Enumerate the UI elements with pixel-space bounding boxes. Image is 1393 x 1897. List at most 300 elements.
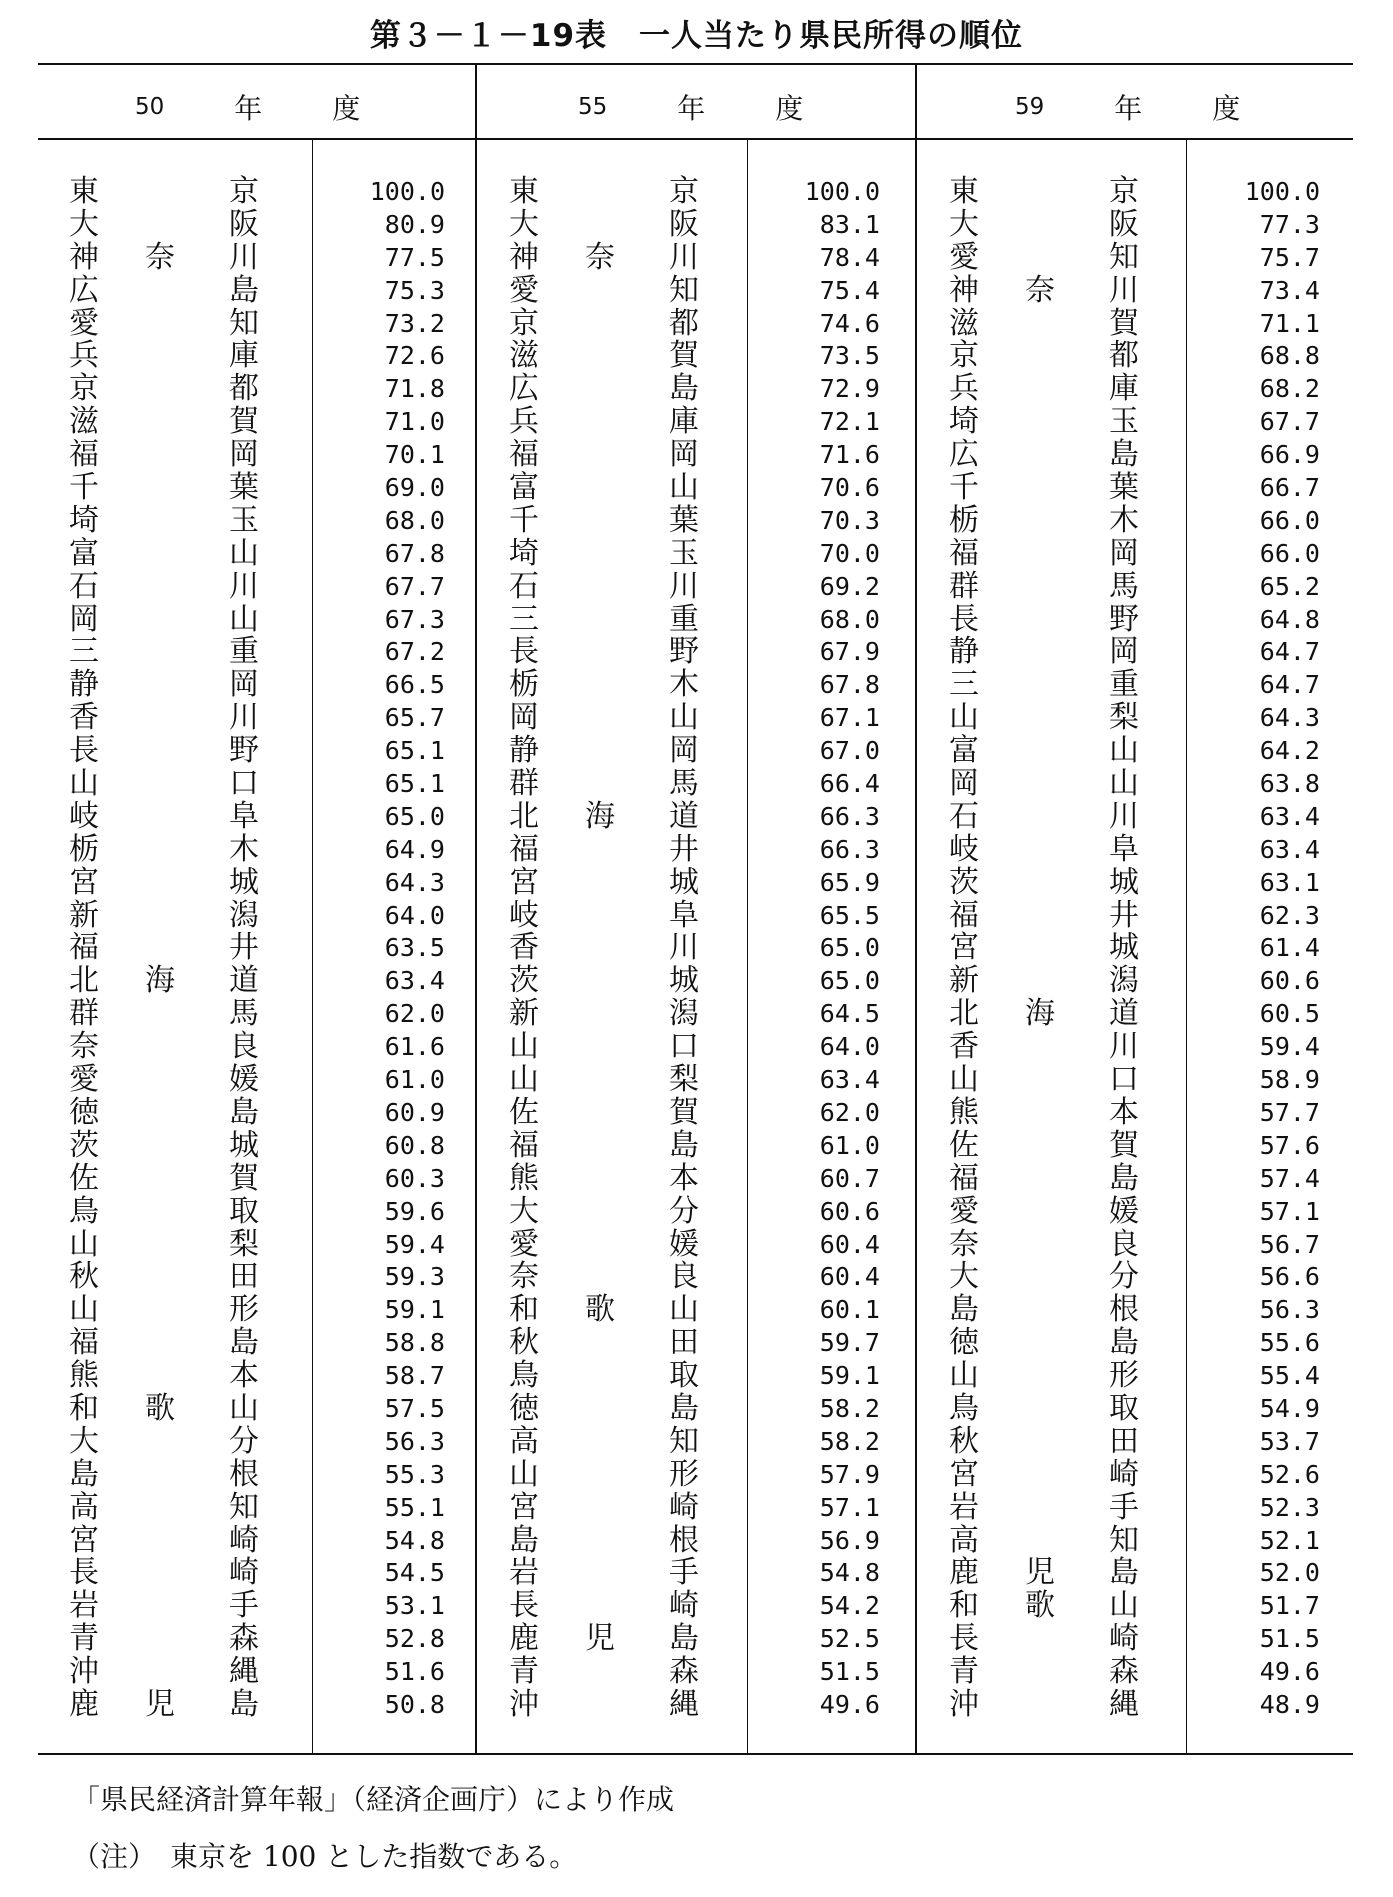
name-char: 島 [669, 371, 699, 407]
index-value: 51.7 [1259, 1591, 1320, 1621]
name-char: 島 [669, 1621, 699, 1657]
name-char [581, 340, 619, 373]
name-char [581, 1689, 619, 1722]
name-char [581, 932, 619, 965]
name-char: 長 [949, 601, 979, 637]
name-char: 京 [669, 174, 699, 209]
name-char [581, 1229, 619, 1262]
name-char: 川 [229, 568, 259, 604]
name-char: 山 [509, 1456, 539, 1492]
footnote: （注） 東京を 100 とした指数である。 [72, 1840, 578, 1873]
index-value: 60.9 [384, 1097, 445, 1127]
name-char [581, 1590, 619, 1623]
name-char: 大 [69, 1423, 99, 1459]
name-char [1021, 1459, 1059, 1492]
index-value: 54.5 [384, 1558, 445, 1588]
name-char [1021, 340, 1059, 373]
index-value: 56.6 [1259, 1262, 1320, 1292]
name-char: 山 [949, 1062, 979, 1098]
name-char [581, 1557, 619, 1590]
name-char: 茨 [949, 864, 979, 900]
name-char [1021, 1656, 1059, 1689]
index-value: 53.7 [1259, 1426, 1320, 1456]
index-value: 61.0 [819, 1130, 880, 1160]
name-char [141, 176, 179, 209]
name-char: 島 [229, 1325, 259, 1361]
name-char: 千 [949, 470, 979, 506]
name-char [581, 1360, 619, 1393]
name-char: 道 [1109, 996, 1139, 1032]
name-char: 富 [69, 535, 99, 571]
index-value: 64.3 [1259, 703, 1320, 733]
name-char [581, 439, 619, 472]
name-char: 香 [69, 700, 99, 736]
index-value: 61.0 [384, 1065, 445, 1095]
name-char: 庫 [669, 404, 699, 440]
index-value: 52.6 [1259, 1459, 1320, 1489]
name-char: 梨 [229, 1226, 259, 1262]
name-char: 岡 [1109, 634, 1139, 670]
index-value: 66.7 [1259, 473, 1320, 503]
name-char [1021, 1689, 1059, 1722]
name-char [141, 1031, 179, 1064]
name-char [141, 1196, 179, 1229]
name-char: 本 [229, 1358, 259, 1394]
name-char [1021, 834, 1059, 867]
header-rule [38, 138, 1353, 140]
index-value: 57.1 [819, 1492, 880, 1522]
name-char: 奈 [509, 1259, 539, 1295]
name-char [141, 209, 179, 242]
index-value: 77.3 [1259, 209, 1320, 239]
name-char [141, 636, 179, 669]
index-value: 64.7 [1259, 670, 1320, 700]
name-char [141, 275, 179, 308]
index-value: 70.1 [384, 440, 445, 470]
index-value: 62.0 [819, 1097, 880, 1127]
index-value: 64.3 [384, 867, 445, 897]
name-char: 岡 [229, 437, 259, 473]
name-char [581, 867, 619, 900]
name-char: 手 [669, 1555, 699, 1591]
name-char: 取 [669, 1358, 699, 1394]
index-value: 50.8 [384, 1689, 445, 1719]
index-value: 63.5 [384, 933, 445, 963]
name-char [141, 439, 179, 472]
index-value: 60.4 [819, 1229, 880, 1259]
index-value: 52.0 [1259, 1558, 1320, 1588]
name-char: 熊 [949, 1094, 979, 1130]
name-last-chars [225, 176, 263, 1722]
name-char: 京 [509, 305, 539, 341]
header-nen: 年 [234, 92, 263, 125]
name-char [141, 1261, 179, 1294]
name-char: 兵 [949, 371, 979, 407]
index-value: 64.9 [384, 834, 445, 864]
name-char: 知 [229, 1489, 259, 1525]
name-char: 秋 [949, 1423, 979, 1459]
name-char: 山 [949, 700, 979, 736]
index-value: 65.0 [384, 801, 445, 831]
name-char: 奈 [1025, 272, 1055, 308]
index-value: 59.1 [384, 1295, 445, 1325]
name-char: 静 [69, 667, 99, 703]
name-char: 重 [669, 601, 699, 637]
name-char: 香 [949, 1029, 979, 1065]
name-char: 庫 [1109, 371, 1139, 407]
name-char: 児 [585, 1621, 615, 1657]
name-char [1021, 472, 1059, 505]
name-char: 手 [1109, 1489, 1139, 1525]
name-char: 大 [509, 206, 539, 242]
name-char [1021, 1229, 1059, 1262]
index-value: 63.4 [1259, 834, 1320, 864]
name-char [581, 1097, 619, 1130]
name-char [1021, 406, 1059, 439]
name-char: 森 [1109, 1654, 1139, 1690]
name-char [141, 308, 179, 341]
name-char: 鳥 [949, 1390, 979, 1426]
name-char: 高 [509, 1423, 539, 1459]
name-char: 川 [669, 930, 699, 966]
name-char: 山 [949, 1358, 979, 1394]
name-char: 阜 [669, 897, 699, 933]
index-value: 71.0 [384, 407, 445, 437]
name-char [141, 702, 179, 735]
index-value: 66.3 [819, 834, 880, 864]
index-value: 75.4 [819, 275, 880, 305]
index-value: 55.4 [1259, 1361, 1320, 1391]
name-char: 阪 [1109, 206, 1139, 242]
index-value: 70.0 [819, 538, 880, 568]
name-char [581, 1163, 619, 1196]
name-char: 山 [669, 1292, 699, 1328]
name-char [581, 1064, 619, 1097]
name-char: 川 [1109, 1029, 1139, 1065]
name-char: 縄 [1109, 1686, 1139, 1722]
name-char: 奈 [145, 239, 175, 275]
name-char: 滋 [949, 305, 979, 341]
name-char: 群 [949, 568, 979, 604]
name-char [141, 669, 179, 702]
name-char: 城 [229, 864, 259, 900]
source-note: 「県民経済計算年報」（経済企画庁）により作成 [72, 1783, 675, 1816]
bottom-rule [38, 1753, 1353, 1755]
name-char: 良 [669, 1259, 699, 1295]
name-char [1021, 538, 1059, 571]
name-char [141, 373, 179, 406]
name-char: 阜 [1109, 831, 1139, 867]
name-char: 福 [69, 930, 99, 966]
name-char [1021, 209, 1059, 242]
name-char [141, 1492, 179, 1525]
name-char: 城 [669, 963, 699, 999]
index-value: 75.7 [1259, 242, 1320, 272]
name-char [1021, 1393, 1059, 1426]
name-char: 岐 [949, 831, 979, 867]
name-char: 埼 [509, 535, 539, 571]
name-char [141, 1557, 179, 1590]
name-char: 海 [145, 963, 175, 999]
index-value: 100.0 [1244, 177, 1320, 206]
name-char [581, 1492, 619, 1525]
name-char: 宮 [69, 864, 99, 900]
index-values-fy55 [740, 176, 880, 1722]
name-char: 埼 [69, 502, 99, 538]
name-char: 愛 [949, 1193, 979, 1229]
name-char: 静 [509, 733, 539, 769]
name-char: 広 [509, 371, 539, 407]
name-char: 森 [669, 1654, 699, 1690]
name-char: 長 [509, 634, 539, 670]
name-char: 京 [69, 371, 99, 407]
index-value: 51.5 [1259, 1624, 1320, 1654]
name-char: 城 [229, 1127, 259, 1163]
name-char: 媛 [1109, 1193, 1139, 1229]
index-value: 60.4 [819, 1262, 880, 1292]
name-char: 賀 [669, 1094, 699, 1130]
index-value: 60.6 [1259, 966, 1320, 996]
name-char: 長 [509, 1588, 539, 1624]
name-char: 知 [669, 1423, 699, 1459]
name-char [141, 1294, 179, 1327]
index-value: 52.5 [819, 1624, 880, 1654]
name-char: 田 [669, 1325, 699, 1361]
name-char: 大 [949, 1259, 979, 1295]
name-char: 阜 [229, 798, 259, 834]
name-char: 島 [669, 1390, 699, 1426]
index-value: 67.7 [1259, 407, 1320, 437]
column-divider-1 [475, 63, 477, 1753]
name-char: 高 [949, 1522, 979, 1558]
name-char: 佐 [509, 1094, 539, 1130]
index-value: 65.1 [384, 769, 445, 799]
name-char: 京 [229, 174, 259, 209]
name-char: 奈 [585, 239, 615, 275]
index-value: 100.0 [369, 177, 445, 206]
name-char: 神 [69, 239, 99, 275]
header-year: 59 [1015, 94, 1045, 120]
index-value: 65.1 [384, 736, 445, 766]
index-value: 63.4 [1259, 801, 1320, 831]
index-value: 56.3 [1259, 1295, 1320, 1325]
name-char: 栃 [69, 831, 99, 867]
name-char: 玉 [669, 535, 699, 571]
name-char: 佐 [69, 1160, 99, 1196]
name-char: 形 [229, 1292, 259, 1328]
name-char: 葉 [1109, 470, 1139, 506]
name-char: 根 [1109, 1292, 1139, 1328]
index-value: 65.0 [819, 933, 880, 963]
name-char: 神 [949, 272, 979, 308]
name-char: 野 [1109, 601, 1139, 637]
header-fy50 [135, 82, 360, 132]
name-char: 山 [1109, 766, 1139, 802]
index-value: 78.4 [819, 242, 880, 272]
name-char: 岡 [1109, 535, 1139, 571]
name-char [581, 1393, 619, 1426]
name-char [581, 702, 619, 735]
name-char: 群 [509, 766, 539, 802]
name-char: 田 [1109, 1423, 1139, 1459]
name-char [141, 1064, 179, 1097]
name-char: 口 [1109, 1062, 1139, 1098]
name-char: 森 [229, 1621, 259, 1657]
name-char: 鹿 [509, 1621, 539, 1657]
name-char [141, 1459, 179, 1492]
name-char [581, 900, 619, 933]
name-char [581, 472, 619, 505]
index-value: 58.2 [819, 1426, 880, 1456]
top-rule [38, 63, 1353, 65]
name-char [581, 571, 619, 604]
name-char [1021, 932, 1059, 965]
index-value: 71.8 [384, 374, 445, 404]
name-char: 良 [229, 1029, 259, 1065]
name-char: 山 [669, 470, 699, 506]
name-char: 形 [1109, 1358, 1139, 1394]
name-char: 梨 [669, 1062, 699, 1098]
name-char: 口 [669, 1029, 699, 1065]
name-char [1021, 176, 1059, 209]
index-value: 63.8 [1259, 769, 1320, 799]
name-char: 青 [949, 1654, 979, 1690]
table-title: 第３－１－19表 一人当たり県民所得の順位 [369, 18, 1024, 54]
name-char: 重 [229, 634, 259, 670]
name-char: 岩 [509, 1555, 539, 1591]
name-char: 城 [1109, 864, 1139, 900]
index-value: 59.1 [819, 1361, 880, 1391]
name-char: 愛 [69, 305, 99, 341]
index-value: 68.0 [384, 505, 445, 535]
name-char: 取 [1109, 1390, 1139, 1426]
name-first-chars [945, 176, 983, 1722]
name-char: 道 [669, 798, 699, 834]
name-char: 山 [69, 766, 99, 802]
name-char [1021, 1064, 1059, 1097]
name-char: 富 [509, 470, 539, 506]
index-value: 59.4 [384, 1229, 445, 1259]
name-char: 知 [1109, 239, 1139, 275]
name-char: 神 [509, 239, 539, 275]
name-char: 賀 [1109, 1127, 1139, 1163]
name-char: 川 [1109, 798, 1139, 834]
name-char: 島 [229, 1686, 259, 1722]
name-char: 葉 [669, 502, 699, 538]
name-char: 長 [69, 1555, 99, 1591]
name-char: 京 [1109, 174, 1139, 209]
name-char: 兵 [509, 404, 539, 440]
header-nen: 年 [677, 92, 706, 125]
name-char: 根 [229, 1456, 259, 1492]
name-char: 富 [949, 733, 979, 769]
index-value: 60.3 [384, 1163, 445, 1193]
name-char: 徳 [509, 1390, 539, 1426]
name-char [1021, 1163, 1059, 1196]
name-char: 田 [229, 1259, 259, 1295]
name-char: 野 [229, 733, 259, 769]
index-value: 55.6 [1259, 1328, 1320, 1358]
index-value: 64.8 [1259, 604, 1320, 634]
name-char: 木 [669, 667, 699, 703]
name-last-chars [1105, 176, 1143, 1722]
name-char [1021, 867, 1059, 900]
name-char: 知 [669, 272, 699, 308]
name-char [581, 604, 619, 637]
name-char: 岡 [229, 667, 259, 703]
index-value: 55.3 [384, 1459, 445, 1489]
name-char: 井 [1109, 897, 1139, 933]
header-do: 度 [332, 92, 361, 125]
index-value: 62.0 [384, 999, 445, 1029]
name-char [581, 275, 619, 308]
name-char [141, 340, 179, 373]
name-char [141, 472, 179, 505]
name-char: 新 [69, 897, 99, 933]
name-middle-chars [581, 176, 619, 1722]
name-char: 岡 [669, 437, 699, 473]
name-char [141, 604, 179, 637]
name-char: 崎 [1109, 1456, 1139, 1492]
name-char: 山 [1109, 733, 1139, 769]
name-char [141, 1656, 179, 1689]
name-char: 川 [229, 700, 259, 736]
name-char: 媛 [229, 1062, 259, 1098]
index-value: 69.2 [819, 571, 880, 601]
index-value: 66.9 [1259, 440, 1320, 470]
index-value: 54.8 [819, 1558, 880, 1588]
index-value: 59.4 [1259, 1032, 1320, 1062]
name-char: 都 [669, 305, 699, 341]
index-value: 64.7 [1259, 637, 1320, 667]
name-char [581, 373, 619, 406]
index-value: 57.6 [1259, 1130, 1320, 1160]
name-char: 福 [949, 1160, 979, 1196]
index-value: 64.5 [819, 999, 880, 1029]
index-value: 57.1 [1259, 1196, 1320, 1226]
name-char: 分 [669, 1193, 699, 1229]
name-char [141, 1097, 179, 1130]
name-char: 宮 [509, 1489, 539, 1525]
index-value: 68.8 [1259, 341, 1320, 371]
name-char [1021, 1261, 1059, 1294]
name-char [141, 1360, 179, 1393]
name-char: 茨 [69, 1127, 99, 1163]
name-char [581, 209, 619, 242]
name-char [1021, 702, 1059, 735]
name-char [1021, 1360, 1059, 1393]
index-value: 56.9 [819, 1525, 880, 1555]
name-char: 城 [1109, 930, 1139, 966]
name-char [1021, 1294, 1059, 1327]
name-char: 宮 [949, 1456, 979, 1492]
name-char: 縄 [669, 1686, 699, 1722]
name-char [1021, 1327, 1059, 1360]
name-char [581, 768, 619, 801]
name-char: 島 [1109, 1160, 1139, 1196]
name-char: 秋 [509, 1325, 539, 1361]
name-char [141, 801, 179, 834]
name-char: 島 [229, 1094, 259, 1130]
name-char: 東 [509, 174, 539, 209]
index-value: 70.6 [819, 473, 880, 503]
index-value: 68.2 [1259, 374, 1320, 404]
index-value: 59.3 [384, 1262, 445, 1292]
name-char [581, 1656, 619, 1689]
name-char: 宮 [949, 930, 979, 966]
name-char: 大 [949, 206, 979, 242]
name-char: 青 [69, 1621, 99, 1657]
